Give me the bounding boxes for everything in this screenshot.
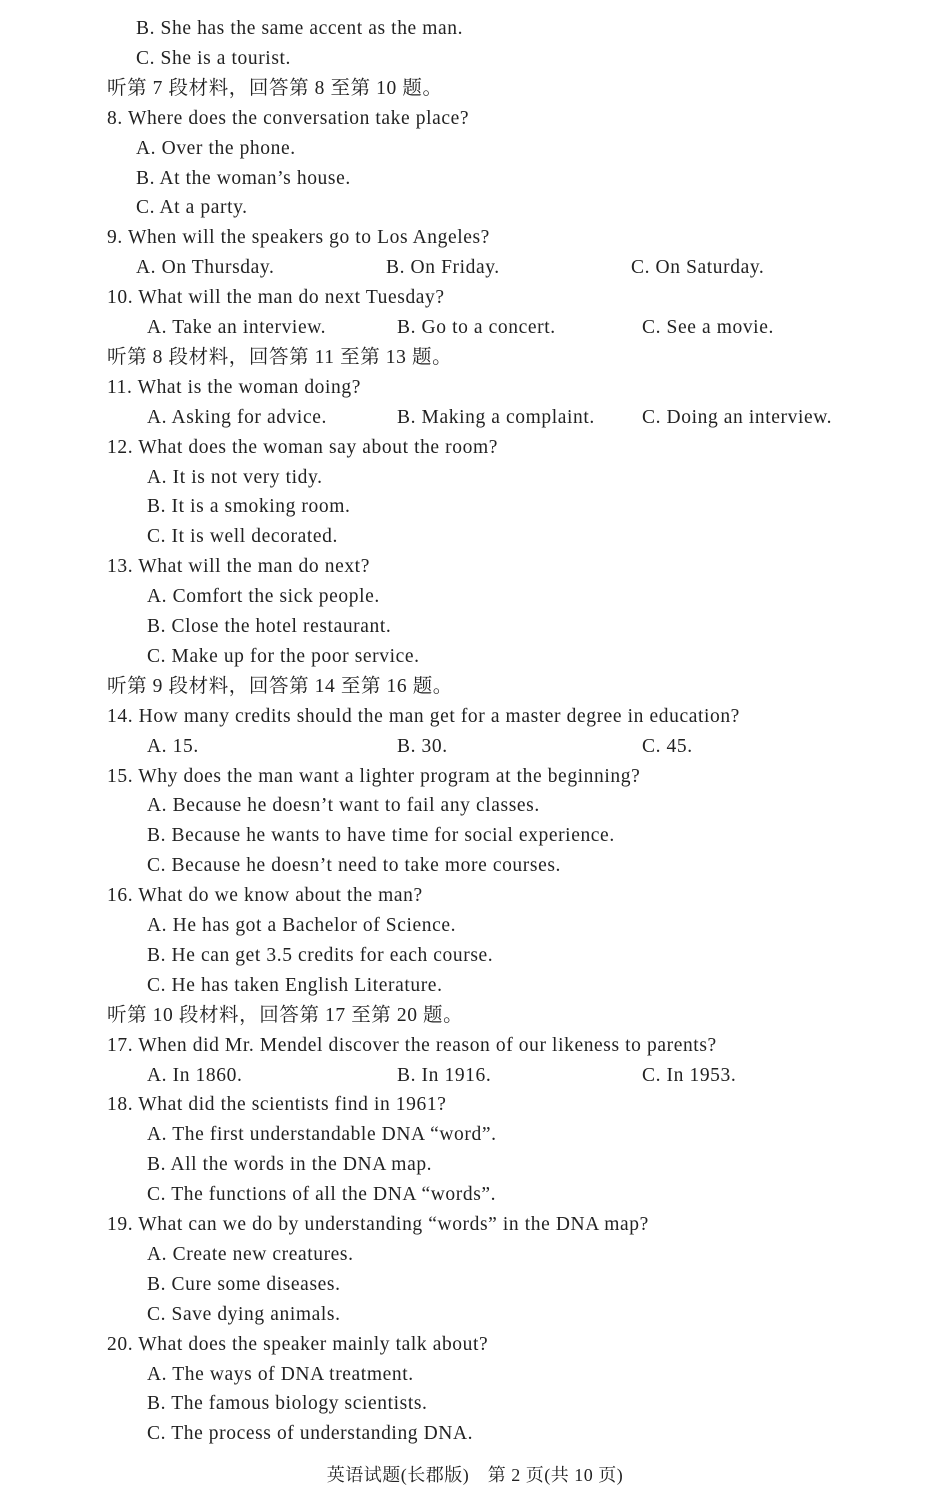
answer-option: A. Asking for advice.: [147, 407, 327, 428]
answer-option: B. On Friday.: [386, 257, 500, 278]
answer-option: C. It is well decorated.: [147, 526, 338, 547]
answer-option: B. Close the hotel restaurant.: [147, 616, 392, 637]
answer-option: B. Making a complaint.: [397, 407, 595, 428]
answer-option: A. In 1860.: [147, 1065, 243, 1086]
question: 20. What does the speaker mainly talk about?: [107, 1334, 489, 1355]
section-instruction: 听第 7 段材料，回答第 8 至第 10 题。: [107, 78, 443, 99]
page-footer: 英语试题(长郡版) 第 2 页(共 10 页): [326, 1465, 624, 1485]
question: 19. What can we do by understanding “words” in the DNA map?: [107, 1214, 649, 1235]
section-instruction: 听第 9 段材料，回答第 14 至第 16 题。: [107, 676, 453, 697]
answer-option: A. Over the phone.: [136, 138, 296, 159]
question: 11. What is the woman doing?: [107, 377, 362, 398]
answer-option: C. The process of understanding DNA.: [147, 1423, 474, 1444]
answer-option: B. It is a smoking room.: [147, 496, 351, 517]
question: 17. When did Mr. Mendel discover the reason of our likeness to parents?: [107, 1035, 717, 1056]
question: 18. What did the scientists find in 1961?: [107, 1094, 447, 1115]
answer-option: C. 45.: [642, 736, 693, 757]
answer-option: C. On Saturday.: [631, 257, 765, 278]
answer-option: C. Save dying animals.: [147, 1304, 341, 1325]
answer-option: B. 30.: [397, 736, 448, 757]
question: 8. Where does the conversation take place?: [107, 108, 470, 129]
answer-option: C. At a party.: [136, 197, 248, 218]
answer-option: C. Make up for the poor service.: [147, 646, 420, 667]
answer-option: B. At the woman’s house.: [136, 168, 351, 189]
answer-option: B. He can get 3.5 credits for each course.: [147, 945, 494, 966]
answer-option: C. Because he doesn’t need to take more courses.: [147, 855, 561, 876]
question: 9. When will the speakers go to Los Angeles?: [107, 227, 490, 248]
answer-option: B. Cure some diseases.: [147, 1274, 341, 1295]
answer-option: A. Take an interview.: [147, 317, 327, 338]
answer-option: A. Comfort the sick people.: [147, 586, 380, 607]
answer-option: C. See a movie.: [642, 317, 774, 338]
answer-option: B. In 1916.: [397, 1065, 492, 1086]
answer-option: A. The ways of DNA treatment.: [147, 1364, 414, 1385]
answer-option: B. The famous biology scientists.: [147, 1393, 428, 1414]
answer-option: C. He has taken English Literature.: [147, 975, 443, 996]
section-instruction: 听第 10 段材料，回答第 17 至第 20 题。: [107, 1005, 464, 1026]
answer-option: A. He has got a Bachelor of Science.: [147, 915, 457, 936]
question: 13. What will the man do next?: [107, 556, 370, 577]
section-instruction: 听第 8 段材料，回答第 11 至第 13 题。: [107, 347, 453, 368]
question: 10. What will the man do next Tuesday?: [107, 287, 445, 308]
answer-option: A. It is not very tidy.: [147, 467, 323, 488]
answer-option: C. In 1953.: [642, 1065, 737, 1086]
answer-option: A. Create new creatures.: [147, 1244, 354, 1265]
answer-option: B. Because he wants to have time for social experience.: [147, 825, 615, 846]
question: 15. Why does the man want a lighter program at the beginning?: [107, 766, 641, 787]
answer-option: A. 15.: [147, 736, 199, 757]
answer-option: A. Because he doesn’t want to fail any classes.: [147, 795, 540, 816]
question: 14. How many credits should the man get for a master degree in education?: [107, 706, 740, 727]
answer-option: A. The first understandable DNA “word”.: [147, 1124, 497, 1145]
answer-option: B. She has the same accent as the man.: [136, 18, 464, 39]
answer-option: B. Go to a concert.: [397, 317, 556, 338]
question: 12. What does the woman say about the room?: [107, 437, 498, 458]
answer-option: C. The functions of all the DNA “words”.: [147, 1184, 497, 1205]
answer-option: C. Doing an interview.: [642, 407, 833, 428]
answer-option: B. All the words in the DNA map.: [147, 1154, 433, 1175]
answer-option: A. On Thursday.: [136, 257, 275, 278]
answer-option: C. She is a tourist.: [136, 48, 292, 69]
question: 16. What do we know about the man?: [107, 885, 423, 906]
